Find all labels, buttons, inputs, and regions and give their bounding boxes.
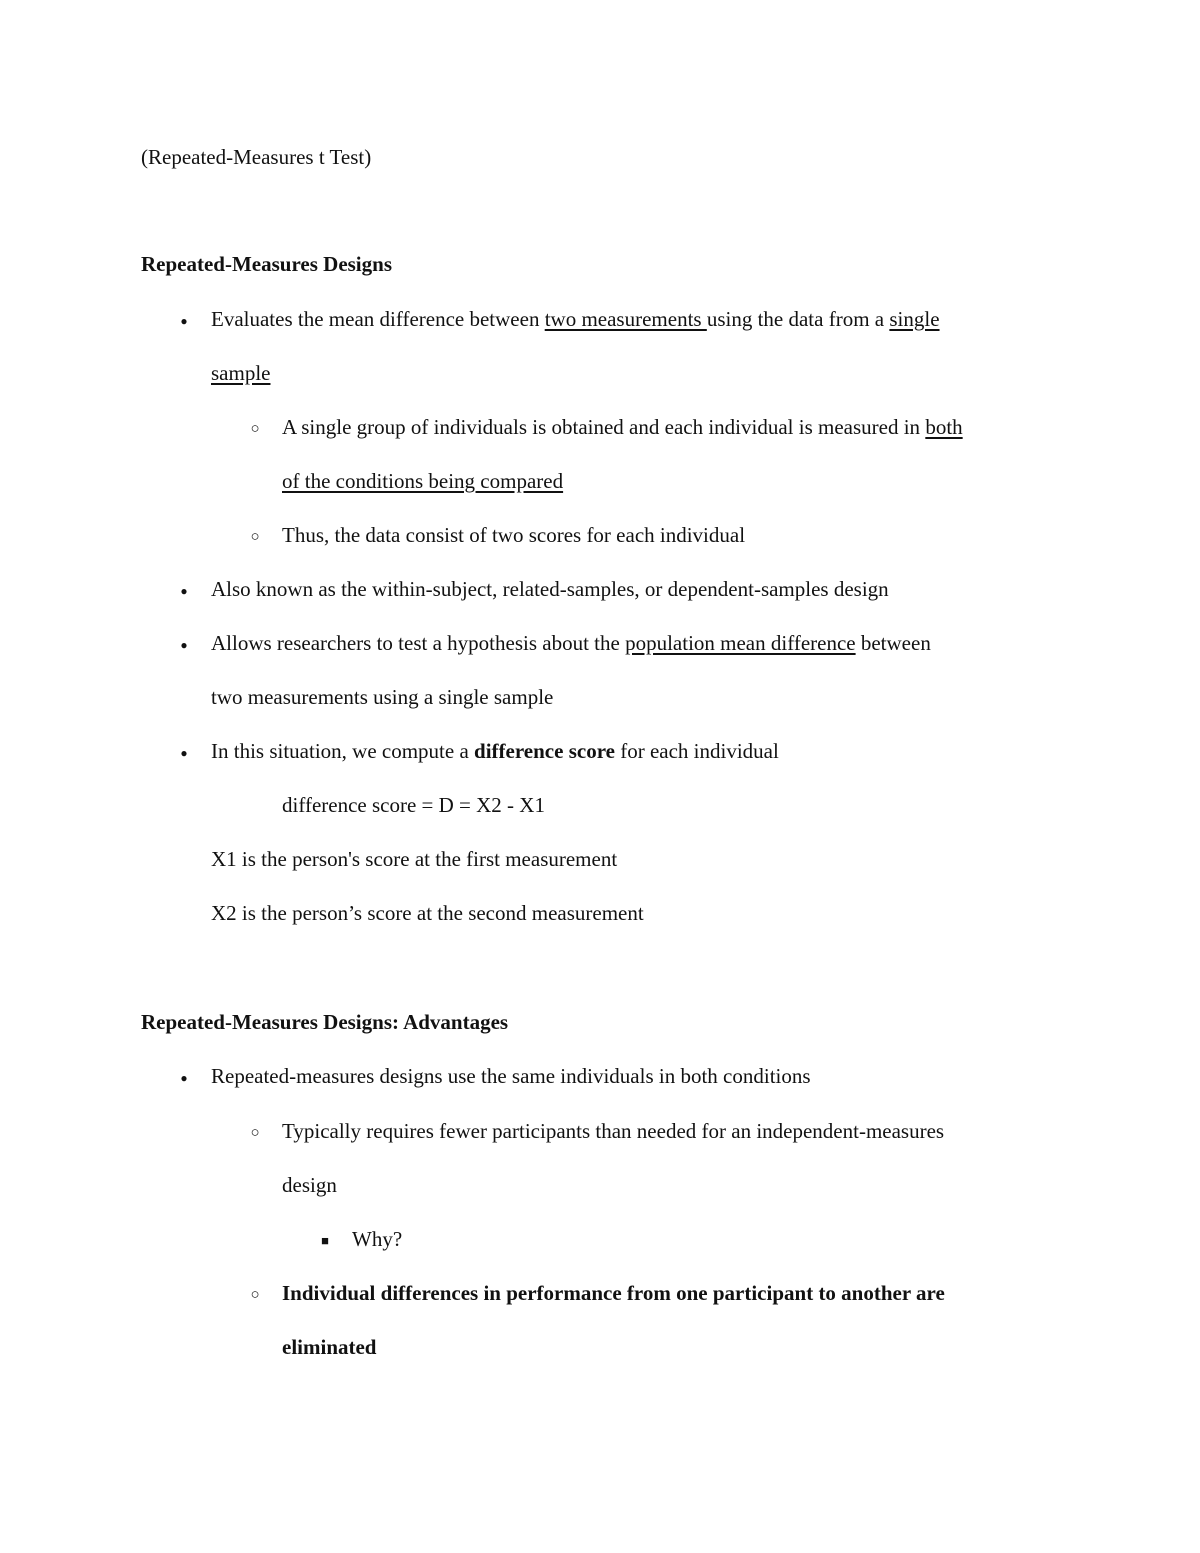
- sub-bullet-line: Typically requires fewer participants than needed for an independent-measures: [282, 1119, 945, 1143]
- sub-bullet-line: [282, 413, 963, 441]
- bullet-line: [211, 305, 940, 333]
- underlined-text: single: [889, 307, 940, 331]
- sub-bullet-line: Individual differences in performance from one participant to another are: [282, 1281, 945, 1305]
- underlined-text: of the conditions being compared: [282, 469, 564, 493]
- formula-note: X2 is the person’s score at the second measurement: [211, 901, 644, 925]
- underlined-text: two measurements: [544, 307, 707, 331]
- sub-bullet-line-continued: design: [282, 1173, 337, 1197]
- bullet-square-icon: [311, 1225, 339, 1255]
- bullet-line: Repeated-measures designs use the same individuals in both conditions: [211, 1064, 811, 1088]
- bullet-line-continued: two measurements using a single sample: [211, 685, 554, 709]
- bullet-circle-icon: [241, 521, 269, 551]
- text-run: for each individual: [614, 739, 779, 763]
- section-heading-advantages: Repeated-Measures Designs: Advantages: [141, 1010, 509, 1034]
- bullet-line: Also known as the within-subject, related-samples, or dependent-samples design: [211, 577, 889, 601]
- underlined-text: both: [925, 415, 963, 439]
- underlined-text: sample: [211, 361, 271, 385]
- text-run: A single group of individuals is obtained and each individual is measured in: [282, 415, 926, 439]
- bullet-circle-icon: [241, 413, 269, 443]
- bullet-disc-icon: [170, 305, 198, 335]
- bullet-circle-icon: [241, 1279, 269, 1309]
- text-run: Allows researchers to test a hypothesis about the: [211, 631, 626, 655]
- text-run: between: [855, 631, 931, 655]
- section-heading-designs: Repeated-Measures Designs: [141, 252, 392, 276]
- bold-term: difference score: [474, 739, 615, 763]
- bullet-circle-icon: [241, 1117, 269, 1147]
- formula-note: X1 is the person's score at the first measurement: [211, 847, 618, 871]
- text-run: using the data from a: [706, 307, 890, 331]
- third-level-bullet-line: Why?: [352, 1227, 403, 1251]
- bullet-disc-icon: [170, 629, 198, 659]
- document-subtitle: (Repeated-Measures t Test): [141, 145, 372, 169]
- text-run: Evaluates the mean difference between: [211, 307, 545, 331]
- bullet-disc-icon: [170, 737, 198, 767]
- bullet-line: [211, 629, 931, 657]
- sub-bullet-line-continued: eliminated: [282, 1335, 377, 1359]
- sub-bullet-line: Thus, the data consist of two scores for each individual: [282, 523, 746, 547]
- bullet-disc-icon: [170, 1062, 198, 1092]
- formula: difference score = D = X2 - X1: [282, 793, 545, 817]
- sub-bullet-line-continued: [282, 467, 563, 495]
- bullet-disc-icon: [170, 575, 198, 605]
- bullet-line-continued: [211, 359, 270, 387]
- bullet-line: [211, 737, 779, 765]
- text-run: In this situation, we compute a: [211, 739, 475, 763]
- underlined-text: population mean difference: [625, 631, 856, 655]
